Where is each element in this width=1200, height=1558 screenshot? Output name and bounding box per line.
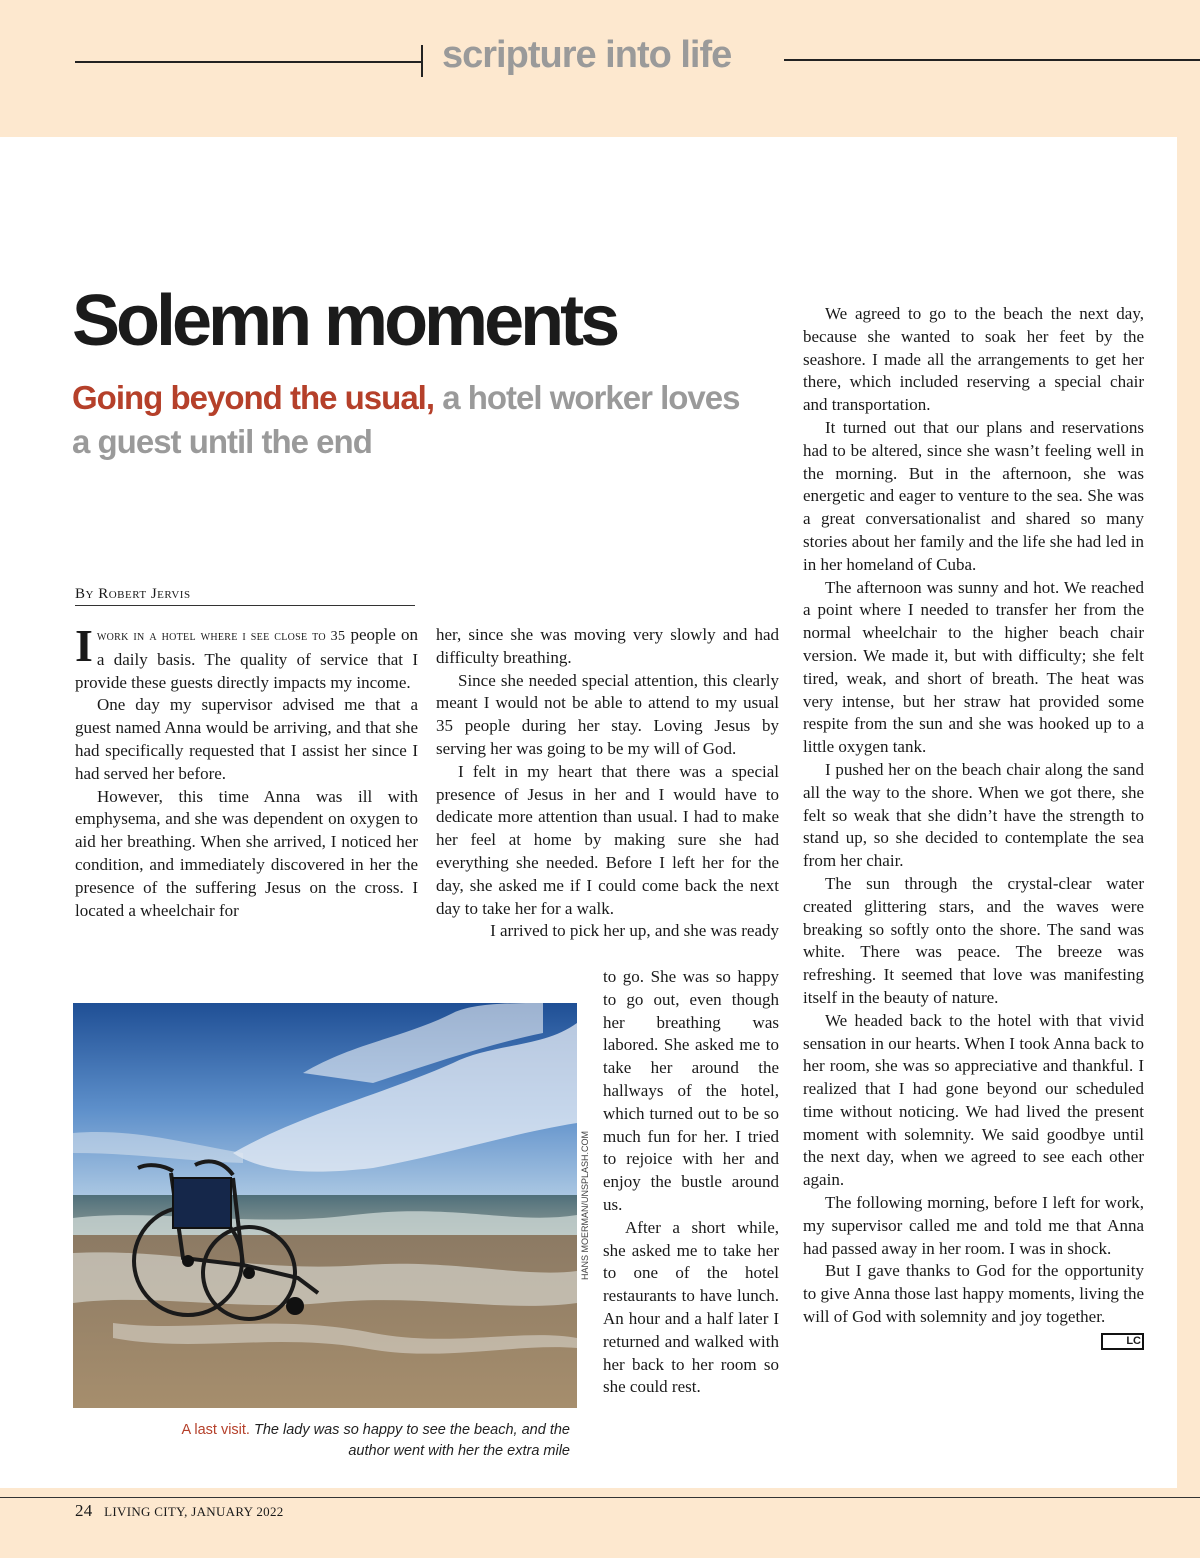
paragraph: Since she needed special attention, this clearly meant I would not be able to attend to my usual 35 people during her stay. Loving Jesus by serving her was going to be my will of God. — [436, 670, 779, 758]
page-footer — [75, 1501, 284, 1521]
section-title: scripture into life — [442, 34, 732, 76]
column-3 — [803, 303, 1144, 1350]
beach-wheelchair-photo — [73, 1003, 577, 1408]
column-1 — [75, 620, 418, 922]
paragraph: I arrived to pick her up, and she was ready — [490, 921, 779, 941]
paragraph: We agreed to go to the beach the next day, because she wanted to soak her feet by the seashore. I made all the arrangements to get her there, which included reserving a special chair and transportation. — [803, 304, 1144, 415]
paragraph — [75, 620, 418, 694]
header-rule-left — [75, 61, 423, 63]
paragraph: I pushed her on the beach chair along the sand all the way to the shore. When we got there, she felt so weak that she didn’t have the strength to stand up, so she decided to contemplate the sea from her chair. — [803, 759, 1144, 871]
paragraph-text: But I gave thanks to God for the opportunity to give Anna those last happy moments, living the will of God with solemnity and joy together. — [803, 1261, 1144, 1327]
paragraph: to go. She was so happy to go out, even though her breathing was labored. She asked me to take her around the hallways of the hotel, which turned out to be so much fun for her. I tried to rejoice with her and enjoy the bustle around us. — [603, 967, 779, 1214]
paragraph: After a short while, she asked me to take her to one of the hotel restaurants to have lunch. An hour and a half later I returned and walked with her back to her room so she could rest. — [603, 1217, 779, 1397]
caption-accent: A last visit. — [181, 1422, 250, 1438]
footer-rule — [0, 1497, 1200, 1498]
lead-in: work in a hotel where i see close to 35 — [96, 629, 346, 644]
column-2-continued — [603, 966, 779, 1399]
paragraph — [803, 1260, 1144, 1347]
end-mark-logo: LC — [1101, 1333, 1144, 1350]
page-number: 24 — [75, 1501, 93, 1520]
header-rule-right — [784, 59, 1200, 61]
article-title: Solemn moments — [72, 281, 617, 361]
paragraph: We headed back to the hotel with that vivid sensation in our hearts. When I took Anna back to her room, she was so appreciative and thankful. I realized that I had gone beyond our scheduled time without noticing. We had lived the present moment with solemnity. We said goodbye until the next day, when we agreed to see each other again. — [803, 1010, 1144, 1190]
subtitle-accent: Going beyond the usual, — [72, 379, 435, 416]
paragraph: The sun through the crystal-clear water created glittering stars, and the waves were breaking so softly onto the shore. The sand was white. There was peace. The breeze was refreshing. It seemed that love was manifesting itself in the beauty of nature. — [803, 873, 1144, 1007]
article-subtitle — [72, 376, 752, 464]
photo-caption — [150, 1420, 570, 1462]
paragraph: I felt in my heart that there was a special presence of Jesus in her and I would have to dedicate more attention than usual. I had to make her feel at home by making sure she had everything she needed. Before I left her for the day, she asked me if I could come back the next day to take her for a walk. — [436, 761, 779, 918]
paragraph: However, this time Anna was ill with emphysema, and she was dependent on oxygen to aid her breathing. When she arrived, I noticed her condition, and immediately discovered in her the presence of the suffering Jesus on the cross. I located a wheelchair for — [75, 786, 418, 920]
column-2 — [436, 624, 779, 943]
page-header — [0, 0, 1200, 137]
paragraph: It turned out that our plans and reservations had to be altered, since she wasn’t feeling well in the morning. But in the afternoon, she was energetic and eager to venture to the sea. She was a great conversationalist and shared so many stories about her family and the life she had led in in her homeland of Cuba. — [803, 417, 1144, 574]
paragraph: The following morning, before I left for work, my supervisor called me and told me that Anna had passed away in her room. I was in shock. — [803, 1193, 1144, 1258]
paragraph: One day my supervisor advised me that a guest named Anna would be arriving, and that she had specifically requested that I assist her since I had served her before. — [75, 695, 418, 783]
drop-cap: I — [75, 620, 93, 671]
header-rule-tick — [421, 45, 423, 77]
photo-credit: HANS MOERMAN/UNSPLASH.COM — [580, 1130, 590, 1280]
paragraph: her, since she was moving very slowly and had difficulty breathing. — [436, 625, 779, 667]
paragraph: The afternoon was sunny and hot. We reached a point where I needed to transfer her from the normal wheelchair to the higher beach chair version. We made it, but with difficulty; she felt tired, weak, and short of breath. The heat was very intense, but her straw hat provided some respite from the sun and she was hooked up to a little oxygen tank. — [803, 577, 1144, 757]
caption-text: The lady was so happy to see the beach, and the author went with her the extra mile — [254, 1422, 570, 1459]
byline: By Robert Jervis — [75, 586, 415, 606]
paragraph-text: people on a daily basis. The quality of service that I provide these guests directly impacts my income. — [75, 625, 418, 692]
publication-info: LIVING CITY, JANUARY 2022 — [104, 1504, 284, 1519]
photo-illustration — [73, 1003, 577, 1408]
subtitle-rest: a hotel worker loves a guest until the end — [72, 379, 740, 460]
